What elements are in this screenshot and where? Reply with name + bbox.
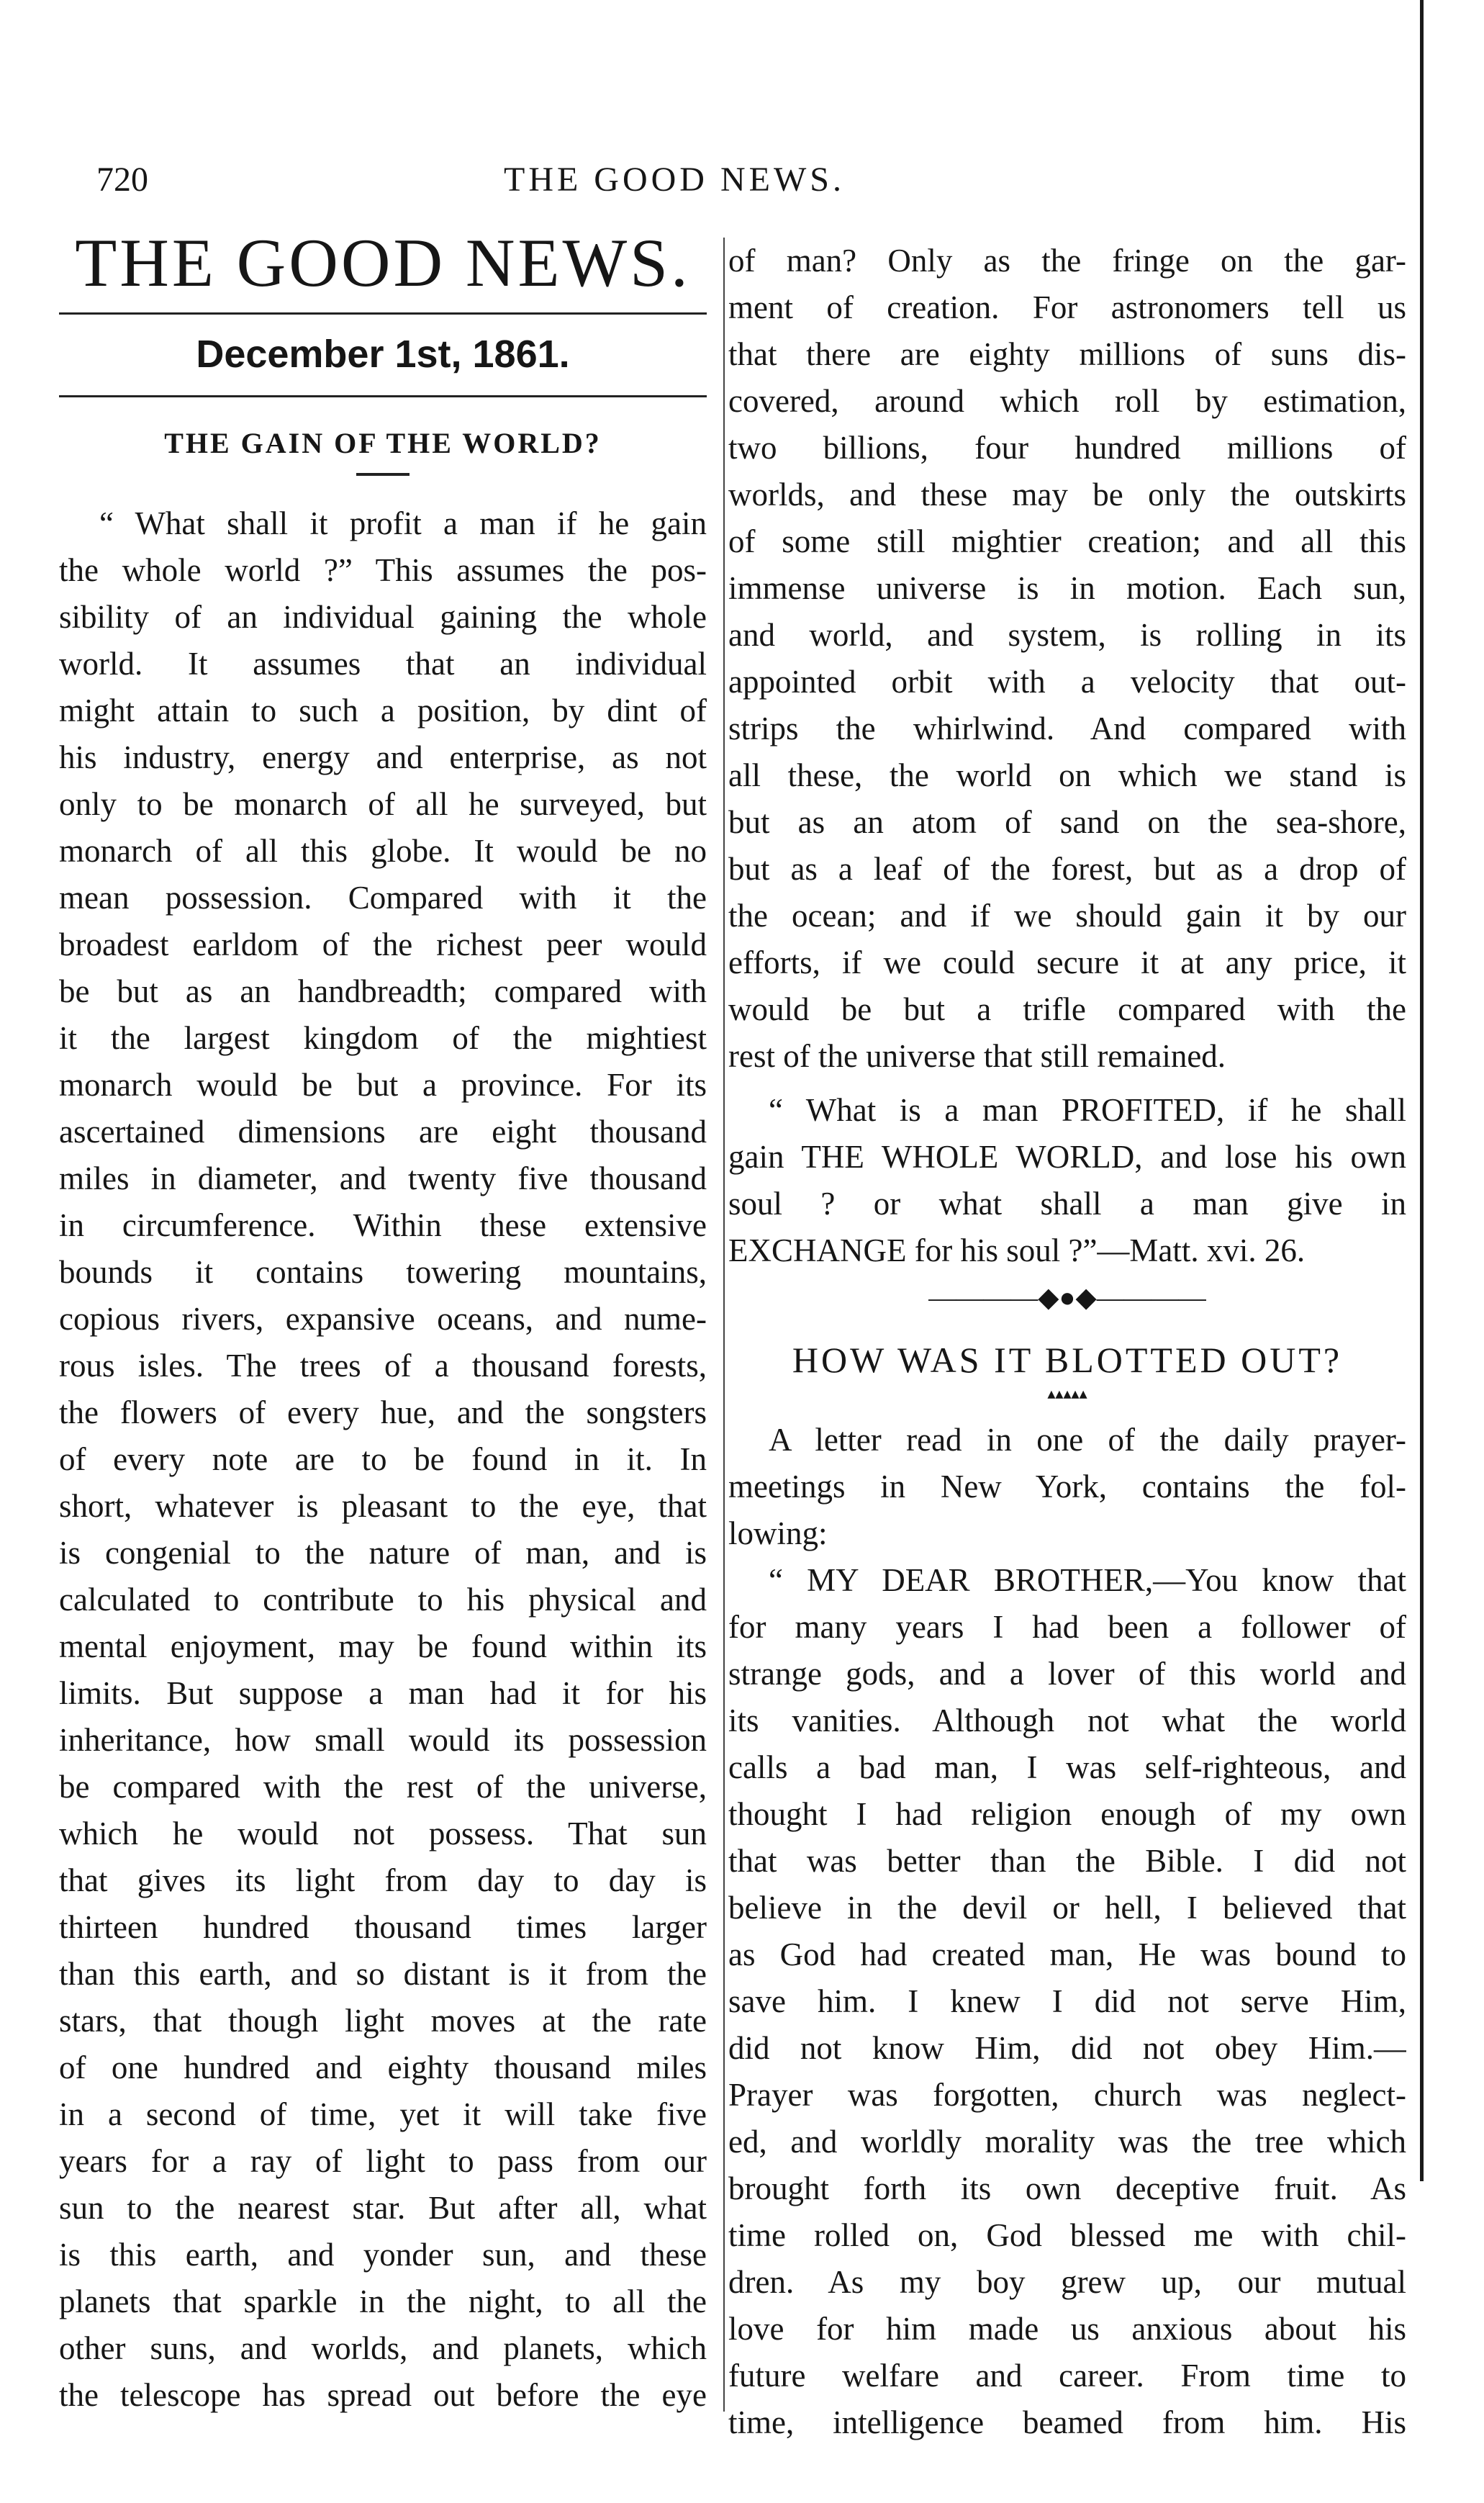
text-line: of one hundred and eighty thousand miles [59, 2049, 707, 2085]
text-line: inheritance, how small would its possession [59, 1722, 707, 1758]
text-line: sibility of an individual gaining the whole [59, 599, 707, 635]
text-line: efforts, if we could secure it at any price, it [728, 944, 1406, 980]
text-line: mean possession. Compared with it the [59, 880, 707, 916]
text-line: miles in diameter, and twenty five thousand [59, 1160, 707, 1196]
text-line: but as a leaf of the forest, but as a drop of [728, 851, 1406, 887]
text-line: ascertained dimensions are eight thousand [59, 1114, 707, 1150]
text-line: the flowers of every hue, and the songsters [59, 1394, 707, 1430]
text-line: calculated to contribute to his physical and [59, 1582, 707, 1618]
text-line: planets that sparkle in the night, to all the [59, 2283, 707, 2319]
column-divider [723, 238, 725, 2412]
text-line: is congenial to the nature of man, and is [59, 1535, 707, 1571]
text-line: in circumference. Within these extensive [59, 1207, 707, 1243]
text-line: sun to the nearest star. But after all, what [59, 2190, 707, 2226]
text-line: is this earth, and yonder sun, and these [59, 2237, 707, 2273]
text-line: “ What is a man PROFITED, if he shall [769, 1092, 1406, 1128]
text-line: of man? Only as the fringe on the gar- [728, 243, 1406, 279]
text-line: stars, that though light moves at the rate [59, 2003, 707, 2039]
text-line: believe in the devil or hell, I believed that [728, 1890, 1406, 1926]
text-line: years for a ray of light to pass from our [59, 2143, 707, 2179]
text-line: Prayer was forgotten, church was neglect- [728, 2077, 1406, 2113]
article-body-2 [728, 1417, 1406, 2446]
text-line: his industry, energy and enterprise, as not [59, 739, 707, 775]
text-line: be compared with the rest of the universe, [59, 1769, 707, 1805]
text-line: be but as an handbreadth; compared with [59, 973, 707, 1009]
title-ornament: ▴▴▴▴▴ [1047, 1384, 1087, 1402]
page-edge-rule [1420, 0, 1424, 2181]
text-line: than this earth, and so distant is it from the [59, 1956, 707, 1992]
text-line: only to be monarch of all he surveyed, but [59, 786, 707, 822]
text-line: “ MY DEAR BROTHER,—You know that [769, 1562, 1406, 1598]
text-line: time rolled on, God blessed me with chil- [728, 2217, 1406, 2253]
text-line: for many years I had been a follower of [728, 1609, 1406, 1645]
text-line: might attain to such a position, by dint of [59, 693, 707, 729]
text-line: which he would not possess. That sun [59, 1816, 707, 1852]
text-line: monarch of all this globe. It would be no [59, 833, 707, 869]
text-line: but as an atom of sand on the sea-shore, [728, 804, 1406, 840]
text-line: its vanities. Although not what the world [728, 1703, 1406, 1738]
page-number: 720 [96, 161, 148, 199]
text-line: it the largest kingdom of the mightiest [59, 1020, 707, 1056]
text-line: did not know Him, did not obey Him.— [728, 2030, 1406, 2066]
article-title-2: HOW WAS IT BLOTTED OUT? [792, 1340, 1343, 1380]
text-line: brought forth its own deceptive fruit. As [728, 2170, 1406, 2206]
text-line: EXCHANGE for his soul ?”—Matt. xvi. 26. [728, 1232, 1306, 1268]
text-line: that gives its light from day to day is [59, 1862, 707, 1898]
right-column [728, 238, 1406, 2446]
text-line: and world, and system, is rolling in its [728, 617, 1406, 653]
text-line: would be but a trifle compared with the [728, 991, 1406, 1027]
text-line: all these, the world on which we stand is [728, 757, 1406, 793]
text-line: the telescope has spread out before the eye [59, 2377, 707, 2413]
text-line: of some still mightier creation; and all this [728, 523, 1406, 559]
article-body [59, 500, 707, 2419]
running-head [0, 160, 1484, 210]
text-line: the ocean; and if we should gain it by our [728, 898, 1406, 934]
running-title: THE GOOD NEWS. [504, 161, 845, 199]
text-line: save him. I knew I did not serve Him, [728, 1983, 1406, 2019]
text-line: bounds it contains towering mountains, [59, 1254, 707, 1290]
text-line: other suns, and worlds, and planets, which [59, 2330, 707, 2366]
text-line: two billions, four hundred millions of [728, 430, 1406, 466]
text-line: appointed orbit with a velocity that out- [728, 664, 1406, 700]
text-line: love for him made us anxious about his [728, 2311, 1406, 2347]
text-line: soul ? or what shall a man give in [728, 1186, 1406, 1222]
text-line: “ What shall it profit a man if he gain [99, 505, 707, 541]
text-line: the whole world ?” This assumes the pos- [59, 552, 707, 588]
text-line: gain THE WHOLE WORLD, and lose his own [728, 1139, 1406, 1175]
text-line: thought I had religion enough of my own [728, 1796, 1406, 1832]
article-body-continued [728, 238, 1406, 1080]
text-line: calls a bad man, I was self-righteous, and [728, 1749, 1406, 1785]
text-line: that there are eighty millions of suns dis- [728, 336, 1406, 372]
text-line: dren. As my boy grew up, our mutual [728, 2264, 1406, 2300]
text-line: ment of creation. For astronomers tell us [728, 289, 1406, 325]
text-line: future welfare and career. From time to [728, 2358, 1406, 2394]
section-ornament: ————◆●◆———— [928, 1283, 1206, 1313]
text-line: broadest earldom of the richest peer would [59, 926, 707, 962]
masthead-title: THE GOOD NEWS. [75, 225, 691, 301]
text-line: as God had created man, He was bound to [728, 1936, 1406, 1972]
text-line: thirteen hundred thousand times larger [59, 1909, 707, 1945]
title-underline [356, 473, 410, 476]
text-line: immense universe is in motion. Each sun, [728, 570, 1406, 606]
text-line: mental enjoyment, may be found within its [59, 1628, 707, 1664]
text-line: covered, around which roll by estimation, [728, 383, 1406, 419]
text-line: rous isles. The trees of a thousand forests, [59, 1348, 707, 1384]
text-line: in a second of time, yet it will take five [59, 2096, 707, 2132]
text-line: world. It assumes that an individual [59, 646, 707, 682]
text-line: that was better than the Bible. I did not [728, 1843, 1406, 1879]
text-line: time, intelligence beamed from him. His [728, 2404, 1406, 2440]
text-line: of every note are to be found in it. In [59, 1441, 707, 1477]
text-line: monarch would be but a province. For its [59, 1067, 707, 1103]
text-line: worlds, and these may be only the outskirts [728, 477, 1406, 513]
text-line: limits. But suppose a man had it for his [59, 1675, 707, 1711]
issue-date: December 1st, 1861. [196, 333, 570, 376]
text-line: short, whatever is pleasant to the eye, that [59, 1488, 707, 1524]
text-line: strips the whirlwind. And compared with [728, 711, 1406, 747]
text-line: A letter read in one of the daily prayer- [769, 1422, 1406, 1458]
text-line: rest of the universe that still remained. [728, 1038, 1226, 1074]
text-line: ed, and worldly morality was the tree which [728, 2124, 1406, 2160]
text-line: meetings in New York, contains the fol- [728, 1469, 1406, 1505]
text-line: copious rivers, expansive oceans, and nume- [59, 1301, 707, 1337]
article-title: THE GAIN OF THE WORLD? [164, 427, 602, 459]
left-column [59, 223, 707, 2419]
closing-quote [728, 1087, 1406, 1274]
date-rule [59, 395, 707, 397]
text-line: lowing: [728, 1515, 828, 1551]
text-line: strange gods, and a lover of this world and [728, 1656, 1406, 1692]
masthead-rule [59, 312, 707, 315]
